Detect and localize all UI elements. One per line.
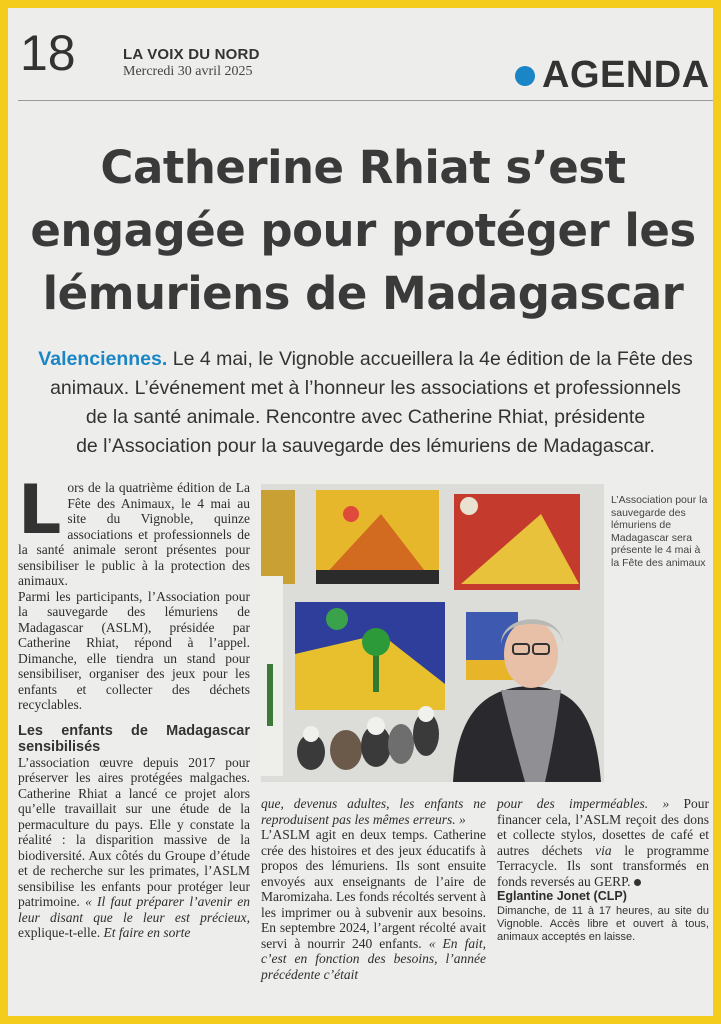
lead-line: Le 4 mai, le Vignoble accueillera la 4e édition de la Fête des xyxy=(172,348,693,370)
newspaper-page xyxy=(8,8,713,1016)
headline-line: lémuriens de Madagascar xyxy=(42,267,684,320)
lead-line: de l’Association pour la sauvegarde des lémuriens de Madagascar. xyxy=(76,435,655,457)
paragraph: pour des imperméables. » Pour financer cela, l’ASLM reçoit des dons et collecte stylos, dosettes de café et autres déchets via le programme Terracycle. Ils sont transformés en fonds reversés au GERP. xyxy=(497,796,709,889)
article-photo xyxy=(261,484,604,782)
paragraph: Parmi les participants, l’Association pour la sauvegarde des lémuriens de Madagascar (ASLM), présidée par Catherine Rhiat, répond à l’appel. Dimanche, elle tiendra un stand pour sensibiliser, organiser des jeux pour les enfants et collecter des déchets recyclables. xyxy=(18,588,250,712)
paragraph: L’association œuvre depuis 2017 pour préserver les aires protégées malgaches. Catherine Rhiat a lancé ce projet alors qu’elle travaillait sur une étude de la permaculture du pays. Elle y constate la réalité : la disparition massive de la biodiversité. Aux côtés du Groupe d’étude et de recherche sur les primates, l’ASLM sensibilise les enfants pour protéger leur patrimoine. « Il faut préparer l’avenir en leur disant que le leur est précieux, explique-t-elle. Et faire en sorte xyxy=(18,754,251,940)
lead-line: de la santé animale. Rencontre avec Catherine Rhiat, présidente xyxy=(85,406,646,428)
section-title: AGENDA xyxy=(542,54,710,96)
photo-illustration xyxy=(261,484,604,782)
issue-date: Mercredi 30 avril 2025 xyxy=(123,64,253,79)
article-subheading: Les enfants de Madagascar sensibilisés xyxy=(18,722,250,755)
practical-info: Dimanche, de 11 à 17 heures, au site du Vignoble. Accès libre et ouvert à tous, animaux acceptés en laisse. xyxy=(497,904,709,943)
headline-line: Catherine Rhiat s’est xyxy=(100,141,626,194)
paragraph: Lors de la quatrième édition de La Fête des Animaux, le 4 mai au site du Vignoble, quinze associations et professionnels de la santé animale seront présentes pour sensibiliser le public à la protection des animaux. xyxy=(18,471,250,588)
lead-city: Valenciennes. xyxy=(38,348,168,370)
newspaper-name: LA VOIX DU NORD xyxy=(123,46,260,63)
author-signature: Eglantine Jonet (CLP) xyxy=(497,889,627,903)
paragraph: L’ASLM agit en deux temps. Catherine crée des histoires et des jeux éducatifs à propos des lémuriens. Ils sont ensuite envoyés aux enseignants de l’aire de Maromizaha. Les fonds récoltés servent à les imprimer ou à subvenir aux besoins. En septembre 2024, l’argent récolté avait servi à nourrir 240 enfants. « En fait, c’est en fonction des besoins, l’année précédente c’était xyxy=(261,827,486,982)
photo-caption: L’Association pour la sauvegarde des lémuriens de Madagascar sera présente le 4 mai à la Fête des animaux xyxy=(611,494,708,569)
page-number: 18 xyxy=(20,25,76,81)
section-dot-icon xyxy=(515,66,535,86)
headline-line: engagée pour protéger les xyxy=(30,204,696,257)
article-headline xyxy=(18,136,708,325)
article-lead xyxy=(18,345,713,461)
quote: que, devenus adultes, les enfants ne reproduisent pas les mêmes erreurs. » xyxy=(261,796,486,827)
lead-line: animaux. L’événement met à l’honneur les associations et professionnels xyxy=(50,377,681,399)
header-divider xyxy=(18,100,713,101)
end-bullet-icon xyxy=(634,879,641,886)
drop-cap: L xyxy=(18,471,62,550)
article-column-2 xyxy=(261,796,486,982)
article-column-3 xyxy=(497,796,709,944)
article-column-1 xyxy=(18,471,251,941)
